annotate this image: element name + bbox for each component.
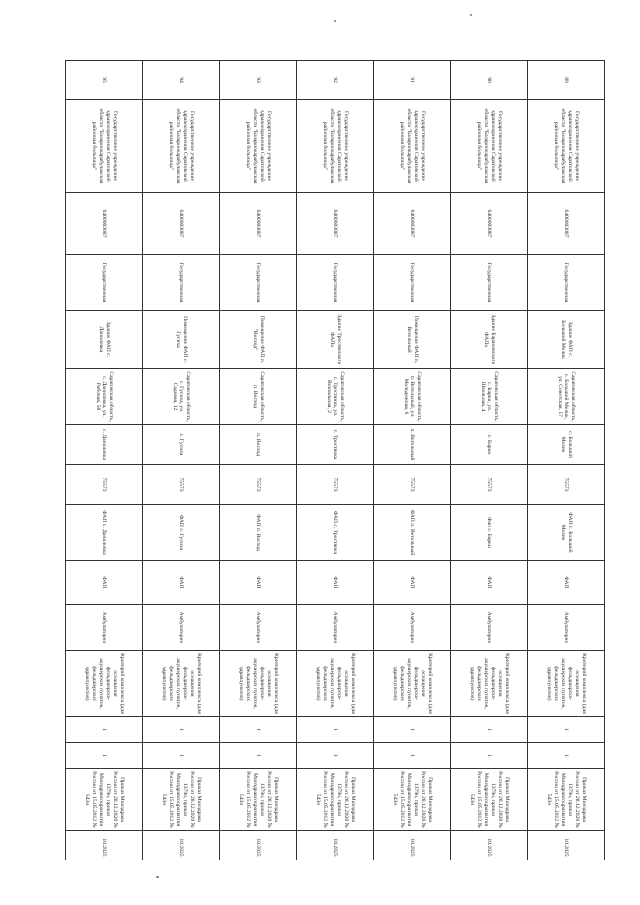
- table-cell: Фап с. Барки: [451, 505, 528, 561]
- table-cell: 1: [451, 717, 528, 743]
- table-cell: ФАП с. Большой Мелик: [528, 505, 605, 561]
- table-cell: 6400003087: [374, 193, 451, 255]
- table-cell: п. Восход: [220, 425, 297, 465]
- table-cell: Государственное учреждение здравоохранения Саратовской области "Базарнокарабулакская районная больница": [66, 100, 143, 193]
- rotated-table: [65, 60, 605, 860]
- table-cell: ФАП: [528, 561, 605, 605]
- facility-row: [528, 61, 605, 861]
- table-cell: 1: [297, 743, 374, 769]
- table-cell: Саратовская область, с. Барки, ул. Школьная, 4: [451, 369, 528, 425]
- table-cell: Приказ Минздрава России от 28.12.2020 № 1379н, приказ Минздравсоцразвития России от 15.05.2012 № 543н: [528, 769, 605, 831]
- table-cell: 75573: [528, 465, 605, 505]
- table-cell: 10.2025: [374, 831, 451, 861]
- table-cell: Государственная: [143, 255, 220, 311]
- rotated-table-container: [65, 60, 605, 860]
- scan-speck: [334, 20, 336, 22]
- scan-speck: [470, 14, 472, 16]
- table-cell: ФАП: [220, 561, 297, 605]
- table-cell: 1: [220, 743, 297, 769]
- table-cell: с. Тростянка: [297, 425, 374, 465]
- table-cell: 75573: [220, 465, 297, 505]
- table-cell: Государственная: [297, 255, 374, 311]
- table-cell: 1: [374, 717, 451, 743]
- table-cell: Здание Барановского ФАПа: [451, 311, 528, 369]
- table-cell: Приказ Минздрава России от 28.12.2020 № 1379н, приказ Минздравсоцразвития России от 15.05.2012 № 543н: [374, 769, 451, 831]
- table-cell: 93: [220, 61, 297, 100]
- table-cell: ФАП п. Восход: [220, 505, 297, 561]
- table-cell: Саратовская область, с. Даниловка, ул. Рабочая, 58: [66, 369, 143, 425]
- table-cell: п. Ветельный: [374, 425, 451, 465]
- table-cell: Приказ Минздрава России от 28.12.2020 № 1379н, приказ Минздравсоцразвития России от 15.05.2012 № 543н: [220, 769, 297, 831]
- table-cell: 1: [374, 743, 451, 769]
- table-cell: 6400003087: [297, 193, 374, 255]
- table-cell: ФАП: [143, 561, 220, 605]
- table-cell: Государственная: [66, 255, 143, 311]
- scan-speck: [156, 876, 159, 878]
- table-cell: 10.2025: [451, 831, 528, 861]
- table-cell: Амбулаторно: [374, 605, 451, 651]
- table-cell: 1: [220, 717, 297, 743]
- table-cell: ФАП: [297, 561, 374, 605]
- table-cell: 89: [528, 61, 605, 100]
- table-cell: 75573: [143, 465, 220, 505]
- table-cell: Государственное учреждение здравоохранения Саратовской области "Базарнокарабулакская районная больница": [220, 100, 297, 193]
- table-cell: ФАП: [66, 561, 143, 605]
- table-cell: с. Барки: [451, 425, 528, 465]
- table-cell: ФАП с. Гусиха: [143, 505, 220, 561]
- table-cell: Приказ Минздрава России от 28.12.2020 № 1379н, приказ Минздравсоцразвития России от 15.05.2012 № 543н: [451, 769, 528, 831]
- table-cell: 91: [374, 61, 451, 100]
- table-cell: Амбулаторно: [297, 605, 374, 651]
- table-cell: ФАП: [374, 561, 451, 605]
- table-cell: Амбулаторно: [528, 605, 605, 651]
- table-cell: Амбулаторно: [220, 605, 297, 651]
- table-cell: 6400003087: [220, 193, 297, 255]
- table-cell: ФАП с. Тростянка: [297, 505, 374, 561]
- table-cell: 10.2025: [528, 831, 605, 861]
- table-cell: Государственная: [374, 255, 451, 311]
- facility-row: [66, 61, 143, 861]
- table-cell: Саратовская область, п. Ветельный, ул. Молодежная, 6: [374, 369, 451, 425]
- table-cell: 1: [297, 717, 374, 743]
- table-cell: Критерий комплекса (для оснащения фельдшерско-акушерских пунктов, фельдшерских здравпунктов): [528, 651, 605, 717]
- table-cell: Государственное учреждение здравоохранения Саратовской области "Базарнокарабулакская районная больница": [297, 100, 374, 193]
- table-cell: ФАП с. Даниловка: [66, 505, 143, 561]
- table-cell: Государственная: [451, 255, 528, 311]
- table-cell: с. Большой Мелик: [528, 425, 605, 465]
- table-cell: Государственная: [220, 255, 297, 311]
- table-cell: Амбулаторно: [451, 605, 528, 651]
- table-cell: с. Даниловка: [66, 425, 143, 465]
- table-cell: 10.2025: [66, 831, 143, 861]
- table-cell: 10.2025: [220, 831, 297, 861]
- table-cell: Приказ Минздрава России от 28.12.2020 № 1379н, приказ Минздравсоцразвития России от 15.05.2012 № 543н: [297, 769, 374, 831]
- table-cell: Государственная: [528, 255, 605, 311]
- table-cell: 75573: [374, 465, 451, 505]
- table-cell: 10.2025: [143, 831, 220, 861]
- table-cell: Саратовская область, с. Большой Мелик, ул. Советская, 17: [528, 369, 605, 425]
- table-cell: Критерий комплекса (для оснащения фельдшерско-акушерских пунктов, фельдшерских здравпунктов): [451, 651, 528, 717]
- table-cell: 1: [66, 743, 143, 769]
- table-cell: Здание ФАП с. Даниловка: [66, 311, 143, 369]
- table-cell: 6400003087: [143, 193, 220, 255]
- table-cell: Государственное учреждение здравоохранения Саратовской области "Базарнокарабулакская районная больница": [374, 100, 451, 193]
- table-cell: ФАП п. Ветельный: [374, 505, 451, 561]
- table-cell: 92: [297, 61, 374, 100]
- table-cell: Амбулаторно: [66, 605, 143, 651]
- facility-row: [374, 61, 451, 861]
- table-cell: 90: [451, 61, 528, 100]
- table-cell: Критерий комплекса (для оснащения фельдшерско-акушерских пунктов, фельдшерских здравпунктов): [220, 651, 297, 717]
- facility-row: [143, 61, 220, 861]
- table-cell: 75573: [297, 465, 374, 505]
- table-cell: Здание Тростянского ФАПа: [297, 311, 374, 369]
- table-cell: 10.2025: [297, 831, 374, 861]
- table-cell: 95: [66, 61, 143, 100]
- table-cell: 6400003087: [528, 193, 605, 255]
- table-cell: 1: [143, 743, 220, 769]
- table-cell: Здание ФАП с. Большой Мелик: [528, 311, 605, 369]
- table-cell: Саратовская область, п. Восход: [220, 369, 297, 425]
- table-cell: Критерий комплекса (для оснащения фельдшерско-акушерских пунктов, фельдшерских здравпунктов): [66, 651, 143, 717]
- table-cell: Помещение ФАП п. Ветельный: [374, 311, 451, 369]
- facility-row: [297, 61, 374, 861]
- table-cell: Помещение ФАП п. "Восход": [220, 311, 297, 369]
- table-cell: 1: [528, 743, 605, 769]
- table-cell: 6400003087: [451, 193, 528, 255]
- table-cell: Государственное учреждение здравоохранения Саратовской области "Базарнокарабулакская районная больница": [451, 100, 528, 193]
- table-cell: Саратовская область, с. Гусиха, ул. Садовая, 12: [143, 369, 220, 425]
- table-cell: Помещение ФАП с. Гусиха: [143, 311, 220, 369]
- table-cell: Критерий комплекса (для оснащения фельдшерско-акушерских пунктов, фельдшерских здравпунктов): [143, 651, 220, 717]
- table-cell: 75573: [66, 465, 143, 505]
- table-cell: ФАП: [451, 561, 528, 605]
- table-cell: Государственное учреждение здравоохранения Саратовской области "Базарнокарабулакская районная больница": [143, 100, 220, 193]
- table-cell: Государственное учреждение здравоохранения Саратовской области "Базарнокарабулакская районная больница": [528, 100, 605, 193]
- table-cell: Приказ Минздрава России от 28.12.2020 № 1379н, приказ Минздравсоцразвития России от 15.05.2012 № 543н: [66, 769, 143, 831]
- table-cell: 1: [143, 717, 220, 743]
- table-cell: 94: [143, 61, 220, 100]
- facility-row: [451, 61, 528, 861]
- table-cell: 1: [451, 743, 528, 769]
- table-cell: 6400003087: [66, 193, 143, 255]
- table-cell: Приказ Минздрава России от 28.12.2020 № 1379н, приказ Минздравсоцразвития России от 15.05.2012 № 543н: [143, 769, 220, 831]
- facility-table: [65, 60, 605, 860]
- table-cell: Критерий комплекса (для оснащения фельдшерско-акушерских пунктов, фельдшерских здравпунктов): [374, 651, 451, 717]
- table-cell: Критерий комплекса (для оснащения фельдшерско-акушерских пунктов, фельдшерских здравпунктов): [297, 651, 374, 717]
- facility-row: [220, 61, 297, 861]
- table-cell: Саратовская область, с. Тростянка, ул. Вокзальная, 2: [297, 369, 374, 425]
- table-cell: Амбулаторно: [143, 605, 220, 651]
- table-cell: с. Гусиха: [143, 425, 220, 465]
- table-cell: 1: [528, 717, 605, 743]
- table-cell: 1: [66, 717, 143, 743]
- table-cell: 75573: [451, 465, 528, 505]
